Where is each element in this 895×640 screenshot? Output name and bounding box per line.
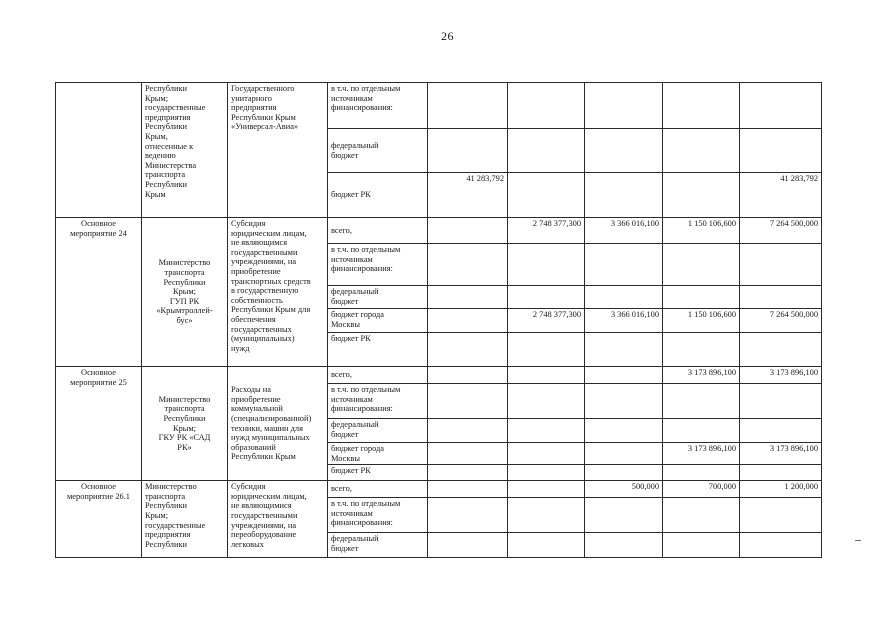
value-cell [508,129,585,173]
funding-source-cell: в т.ч. по отдельным источникам финансирования: [328,498,428,533]
value-cell [508,83,585,129]
total-cell: 41 283,792 [740,173,822,218]
page-number: 26 [441,29,454,43]
value-cell [508,465,585,481]
value-cell: 3 173 896,100 [663,367,740,384]
value-cell [585,286,663,309]
value-cell [585,83,663,129]
value-cell [508,419,585,443]
value-cell: 500,000 [585,481,663,498]
funding-source-cell: всего, [328,367,428,384]
value-cell [663,129,740,173]
funding-source-cell: в т.ч. по отдельным источникам финансирования: [328,244,428,286]
measure-cell: Государственного унитарного предприятия Республики Крым «Универсал-Авиа» [228,83,328,218]
measure-cell: Расходы на приобретение коммунальной (специализированной) техники, машин для нужд муниципальных образований Республики Крым [228,367,328,481]
value-cell [585,498,663,533]
total-cell [740,286,822,309]
value-cell [428,384,508,419]
total-cell [740,498,822,533]
total-cell: 7 264 500,000 [740,218,822,244]
value-cell [508,498,585,533]
value-cell: 2 748 377,300 [508,218,585,244]
executor-cell: Министерство транспорта Республики Крым; ГУП РК «Крымтроллей- бус» [142,218,228,367]
value-cell: 2 748 377,300 [508,309,585,333]
value-cell [585,244,663,286]
total-cell: 7 264 500,000 [740,309,822,333]
table-row [56,83,822,129]
funding-source-cell: федеральный бюджет [328,286,428,309]
value-cell [508,384,585,419]
value-cell [663,286,740,309]
value-cell [428,286,508,309]
value-cell [508,481,585,498]
funding-source-cell: бюджет РК [328,333,428,367]
measure-cell: Субсидия юридическим лицам, не являющимися государственными учреждениями, на переоборудование легковых [228,481,328,558]
funding-source-cell: бюджет РК [328,465,428,481]
value-cell: 41 283,792 [428,173,508,218]
value-cell [663,244,740,286]
value-cell [585,465,663,481]
value-cell [663,533,740,558]
funding-source-cell: федеральный бюджет [328,419,428,443]
value-cell [663,333,740,367]
value-cell [663,83,740,129]
value-cell: 1 150 106,600 [663,309,740,333]
value-cell [585,173,663,218]
funding-source-cell: всего, [328,218,428,244]
executor-cell: Министерство транспорта Республики Крым; ГКУ РК «САД РК» [142,367,228,481]
funding-source-cell: в т.ч. по отдельным источникам финансирования: [328,83,428,129]
value-cell [428,244,508,286]
value-cell [508,333,585,367]
value-cell [508,367,585,384]
table-row [56,218,822,244]
executor-cell: Министерство транспорта Республики Крым; государственные предприятия Республики [142,481,228,558]
total-cell [740,83,822,129]
value-cell [585,367,663,384]
funding-source-cell: бюджет РК [328,173,428,218]
value-cell [508,244,585,286]
value-cell [428,333,508,367]
value-cell [585,384,663,419]
value-cell: 3 366 016,100 [585,218,663,244]
total-cell [740,419,822,443]
funding-source-cell: всего, [328,481,428,498]
value-cell: 1 150 106,600 [663,218,740,244]
value-cell [508,286,585,309]
total-cell: 1 200,000 [740,481,822,498]
scan-margin-mark [855,540,861,541]
value-cell [428,498,508,533]
total-cell [740,129,822,173]
funding-source-cell: бюджет города Москвы [328,309,428,333]
event-cell: Основное мероприятие 25 [56,367,142,481]
funding-source-cell: бюджет города Москвы [328,443,428,465]
total-cell: 3 173 896,100 [740,443,822,465]
value-cell [663,173,740,218]
funding-source-cell: федеральный бюджет [328,129,428,173]
value-cell: 700,000 [663,481,740,498]
event-cell: Основное мероприятие 24 [56,218,142,367]
value-cell [585,533,663,558]
total-cell [740,384,822,419]
value-cell [585,333,663,367]
value-cell [663,419,740,443]
value-cell [428,129,508,173]
value-cell: 3 366 016,100 [585,309,663,333]
value-cell [428,533,508,558]
value-cell [508,533,585,558]
value-cell [428,83,508,129]
budget-table [55,82,822,558]
total-cell [740,465,822,481]
total-cell [740,333,822,367]
value-cell [508,173,585,218]
event-cell [56,83,142,218]
value-cell [428,465,508,481]
value-cell: 3 173 896,100 [663,443,740,465]
value-cell [428,218,508,244]
value-cell [585,129,663,173]
value-cell [428,443,508,465]
value-cell [428,481,508,498]
value-cell [428,309,508,333]
table-row [56,481,822,498]
total-cell [740,244,822,286]
total-cell: 3 173 896,100 [740,367,822,384]
value-cell [428,367,508,384]
executor-cell: Республики Крым; государственные предприятия Республики Крым, отнесенные к ведению Министерства транспорта Республики Крым [142,83,228,218]
value-cell [663,498,740,533]
value-cell [508,443,585,465]
event-cell: Основное мероприятие 26.1 [56,481,142,558]
funding-source-cell: в т.ч. по отдельным источникам финансирования: [328,384,428,419]
value-cell [585,443,663,465]
measure-cell: Субсидия юридическим лицам, не являющимся государственными учреждениями, на приобретение транспортных средств в государственную собственность Республики Крым для обеспечения государственных (муниципальных) нужд [228,218,328,367]
value-cell [663,384,740,419]
funding-source-cell: федеральный бюджет [328,533,428,558]
table-row [56,367,822,384]
value-cell [428,419,508,443]
value-cell [585,419,663,443]
value-cell [663,465,740,481]
total-cell [740,533,822,558]
